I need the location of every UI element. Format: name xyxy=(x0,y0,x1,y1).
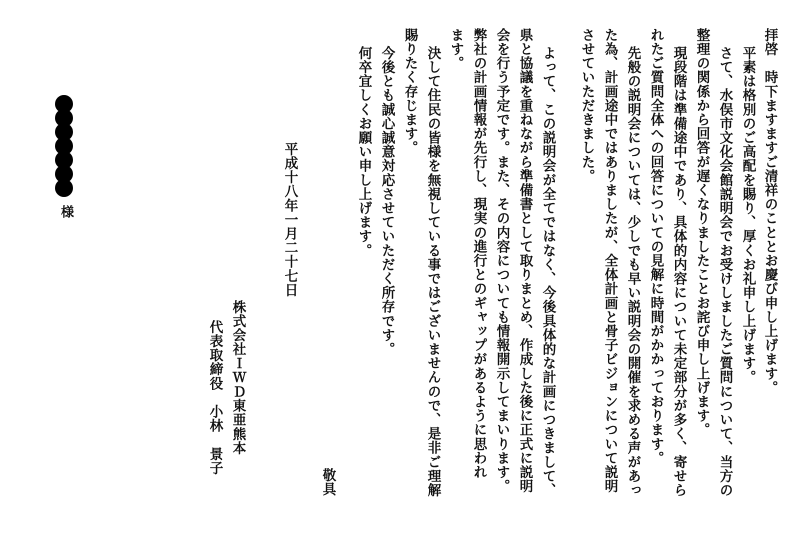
redacted-addressee xyxy=(54,95,74,207)
letter-line-18: 何卒宜しくお願い申し上げます。 xyxy=(355,46,372,258)
letter-line-2: 平素は格別のご高配を賜り、厚くお礼申し上げます。 xyxy=(739,46,756,385)
letter-line-8: た為、計画途中ではありましたが、全体計画と骨子ビジョンについて説明 xyxy=(601,28,618,494)
letter-line-3: さて、水俣市文化会館説明会でお受けしましたご質問について、当方の xyxy=(716,46,733,498)
letter-line-14: ます。 xyxy=(447,28,464,71)
representative-name: 代表取締役 小林 景子 xyxy=(206,320,223,476)
letter-line-16: 賜りたく存じます。 xyxy=(401,28,418,155)
letter-line-13: 弊社の計画情報が先行し、現実の進行とのギャップがあるように思われ xyxy=(470,28,487,480)
letter-line-5: 現段階は準備途中であり、具体的内容について未定部分が多く、寄せら xyxy=(670,46,687,498)
closing-keigu: 敬具 xyxy=(319,468,336,497)
company-name: 株式会社ＩＷＤ東亜熊本 xyxy=(229,300,246,456)
letter-line-12: 会を行う予定です。また、その内容についても情報開示してまいります。 xyxy=(493,28,510,494)
letter-line-10: よって、この説明会が全てではなく、今後具体的な計画につきまして、 xyxy=(539,46,556,498)
letter-line-9: させていただきました。 xyxy=(578,28,595,184)
letter-line-11: 県と協議を重ねながら準備書として取りまとめ、作成した後に正式に説明 xyxy=(516,28,533,494)
letter-line-15: 決して住民の皆様を無視している事ではございませんので、是非ご理解 xyxy=(424,46,441,498)
letter-line-1: 拝啓 時下ますますご清祥のこととお慶び申し上げます。 xyxy=(761,28,778,395)
letter-line-17: 今後とも誠心誠意対応させていただく所存です。 xyxy=(378,46,395,357)
letter-line-7: 先般の説明会については、少しでも早い説明会の開催を求める声があっ xyxy=(624,46,641,498)
letter-date: 平成十八年一月二十七日 xyxy=(281,142,298,298)
letter-line-4: 整理の関係から回答が遅くなりましたことお詫び申し上げます。 xyxy=(693,28,710,437)
letter-line-6: れたご質問全体への回答についての見解に時間がかかっております。 xyxy=(647,28,664,466)
addressee-suffix: 様 xyxy=(58,205,73,218)
